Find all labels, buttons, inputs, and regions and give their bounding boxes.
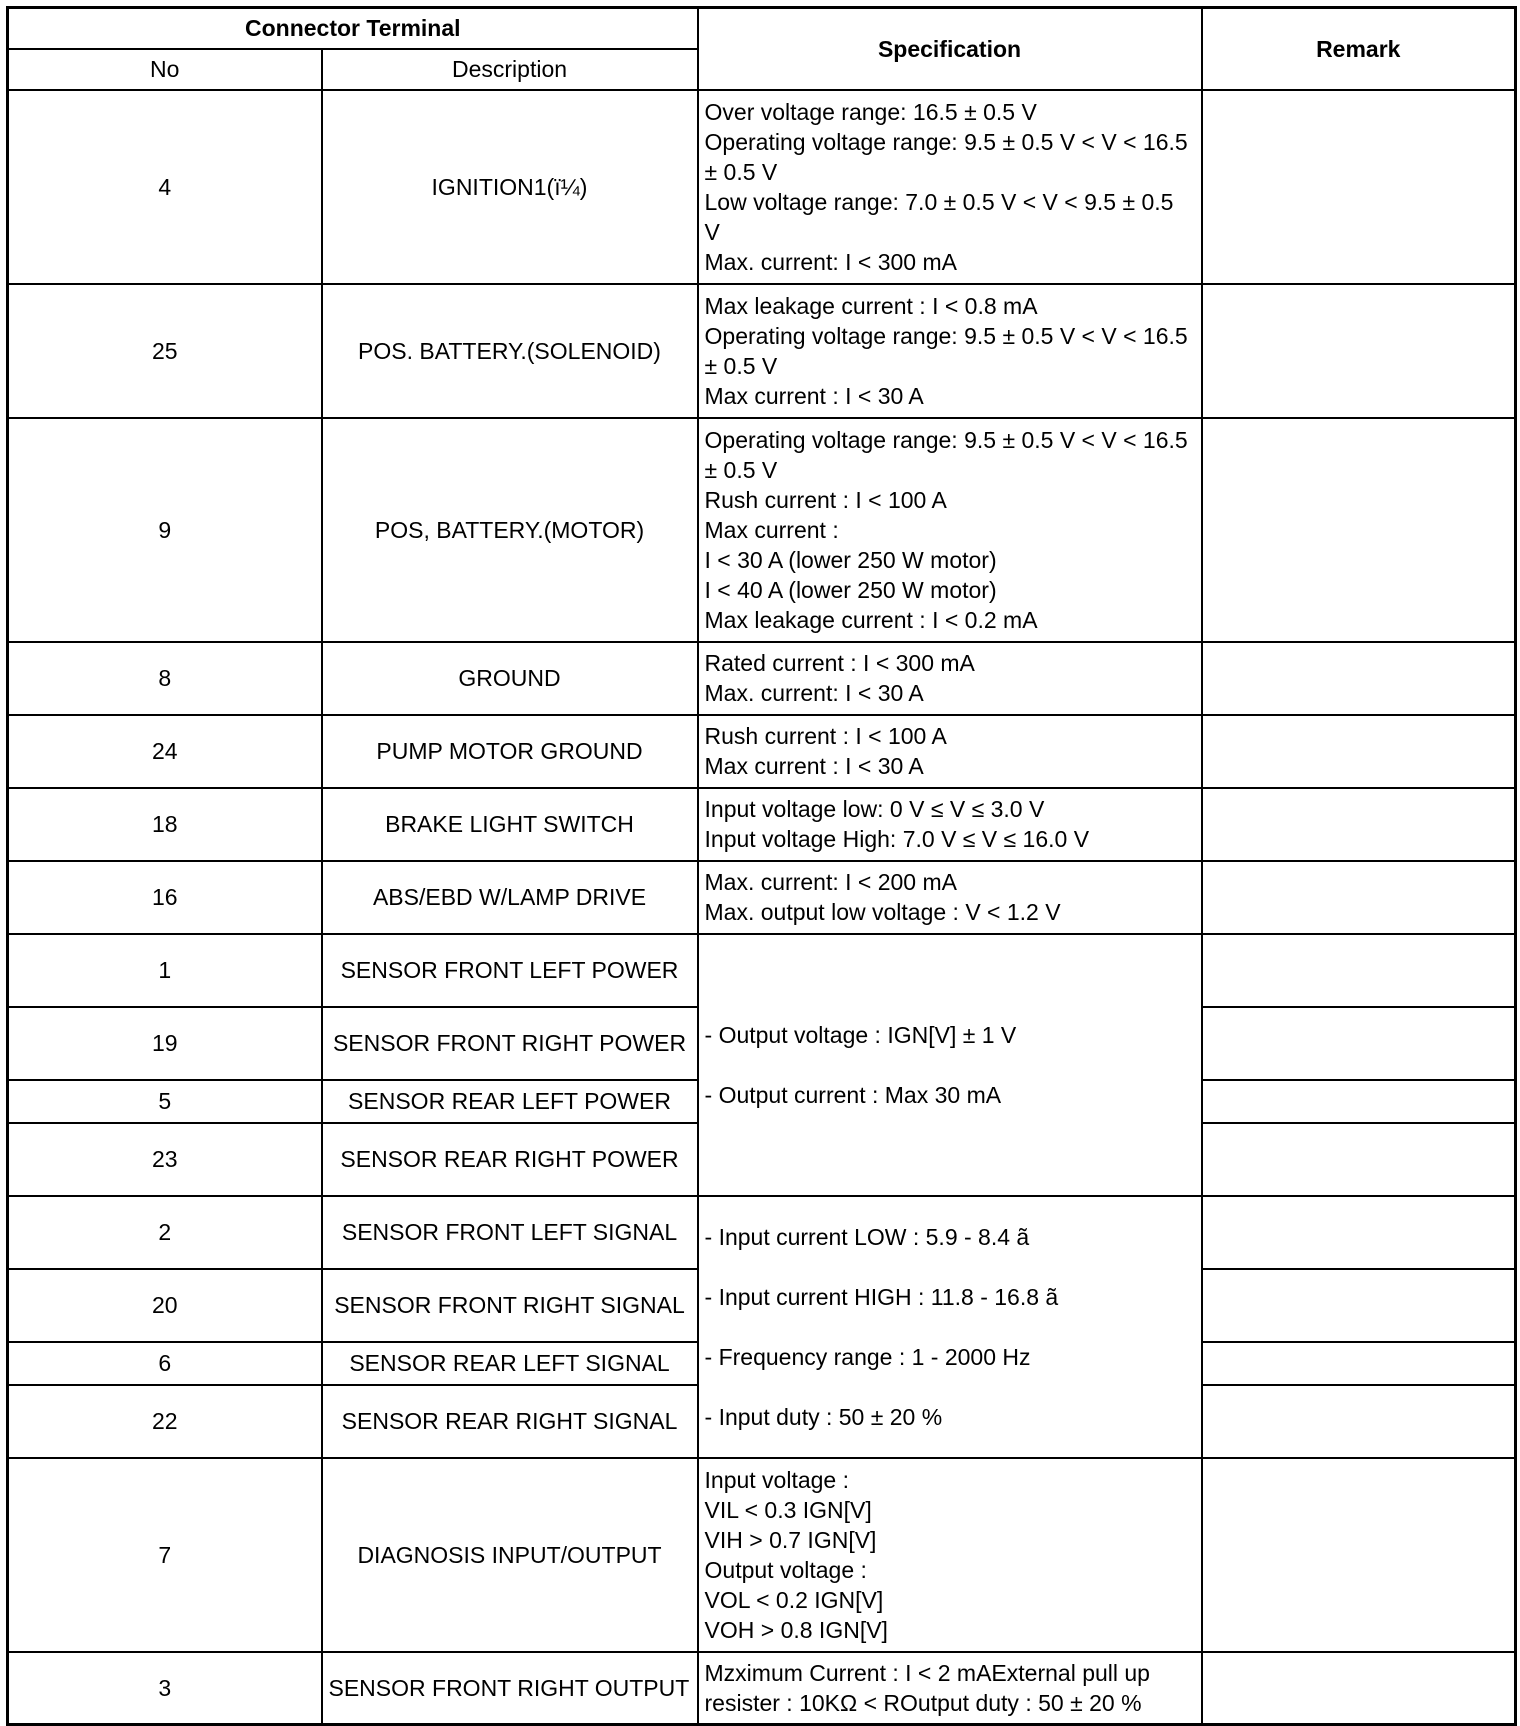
- table-row: [8, 90, 1516, 284]
- table-row: [8, 284, 1516, 418]
- table-row: [8, 1196, 1516, 1269]
- terminal-description: SENSOR FRONT LEFT SIGNAL: [322, 1196, 698, 1269]
- terminal-remark: [1202, 1652, 1516, 1725]
- terminal-remark: [1202, 788, 1516, 861]
- terminal-no: 3: [8, 1652, 322, 1725]
- connector-terminal-table: [6, 6, 1517, 1726]
- terminal-remark: [1202, 642, 1516, 715]
- terminal-description: SENSOR FRONT RIGHT POWER: [322, 1007, 698, 1080]
- table-row: [8, 715, 1516, 788]
- terminal-specification: Mzximum Current : I < 2 mAExternal pull up resister : 10KΩ < ROutput duty : 50 ± 20 %: [698, 1652, 1202, 1725]
- terminal-remark: [1202, 1458, 1516, 1652]
- terminal-no: 25: [8, 284, 322, 418]
- specification-header: Specification: [698, 8, 1202, 90]
- terminal-description: SENSOR REAR RIGHT SIGNAL: [322, 1385, 698, 1458]
- table-row: [8, 1652, 1516, 1725]
- table-row: [8, 788, 1516, 861]
- terminal-specification: Input voltage low: 0 V ≤ V ≤ 3.0 V Input voltage High: 7.0 V ≤ V ≤ 16.0 V: [698, 788, 1202, 861]
- sensor-power-specification: - Output voltage : IGN[V] ± 1 V - Output current : Max 30 mA: [698, 934, 1202, 1196]
- terminal-description: GROUND: [322, 642, 698, 715]
- terminal-remark: [1202, 1196, 1516, 1269]
- terminal-remark: [1202, 1007, 1516, 1080]
- terminal-remark: [1202, 1269, 1516, 1342]
- terminal-remark: [1202, 1080, 1516, 1123]
- terminal-description: IGNITION1(ï¼): [322, 90, 698, 284]
- terminal-no: 24: [8, 715, 322, 788]
- table-row: [8, 861, 1516, 934]
- terminal-remark: [1202, 1342, 1516, 1385]
- terminal-specification: Rated current : I < 300 mA Max. current: I < 30 A: [698, 642, 1202, 715]
- terminal-specification: Over voltage range: 16.5 ± 0.5 V Operating voltage range: 9.5 ± 0.5 V < V < 16.5 ± 0.5 V Low voltage range: 7.0 ± 0.5 V < V < 9.5 ± 0.5 V Max. current: I < 300 mA: [698, 90, 1202, 284]
- terminal-description: BRAKE LIGHT SWITCH: [322, 788, 698, 861]
- terminal-description: SENSOR FRONT LEFT POWER: [322, 934, 698, 1007]
- terminal-remark: [1202, 1385, 1516, 1458]
- terminal-remark: [1202, 934, 1516, 1007]
- terminal-description: SENSOR REAR LEFT POWER: [322, 1080, 698, 1123]
- terminal-remark: [1202, 715, 1516, 788]
- table-row: [8, 1458, 1516, 1652]
- terminal-specification: Operating voltage range: 9.5 ± 0.5 V < V < 16.5 ± 0.5 V Rush current : I < 100 A Max current : I < 30 A (lower 250 W motor) I < 40 A (lower 250 W motor) Max leakage current : I < 0.2 mA: [698, 418, 1202, 642]
- terminal-description: POS, BATTERY.(MOTOR): [322, 418, 698, 642]
- terminal-no: 6: [8, 1342, 322, 1385]
- terminal-remark: [1202, 284, 1516, 418]
- table-row: [8, 418, 1516, 642]
- sensor-signal-specification: - Input current LOW : 5.9 - 8.4 ã - Input current HIGH : 11.8 - 16.8 ã - Frequency range : 1 - 2000 Hz - Input duty : 50 ± 20 %: [698, 1196, 1202, 1458]
- terminal-specification: Input voltage : VIL < 0.3 IGN[V] VIH > 0.7 IGN[V] Output voltage : VOL < 0.2 IGN[V] VOH > 0.8 IGN[V]: [698, 1458, 1202, 1652]
- terminal-no: 1: [8, 934, 322, 1007]
- no-header: No: [8, 49, 322, 90]
- terminal-description: PUMP MOTOR GROUND: [322, 715, 698, 788]
- terminal-description: SENSOR FRONT RIGHT OUTPUT: [322, 1652, 698, 1725]
- terminal-no: 19: [8, 1007, 322, 1080]
- terminal-description: POS. BATTERY.(SOLENOID): [322, 284, 698, 418]
- terminal-remark: [1202, 418, 1516, 642]
- terminal-no: 5: [8, 1080, 322, 1123]
- terminal-no: 16: [8, 861, 322, 934]
- terminal-no: 23: [8, 1123, 322, 1196]
- terminal-description: SENSOR FRONT RIGHT SIGNAL: [322, 1269, 698, 1342]
- connector-terminal-header: Connector Terminal: [8, 8, 698, 49]
- table-row: [8, 642, 1516, 715]
- description-header: Description: [322, 49, 698, 90]
- terminal-no: 2: [8, 1196, 322, 1269]
- remark-header: Remark: [1202, 8, 1516, 90]
- terminal-no: 9: [8, 418, 322, 642]
- terminal-no: 20: [8, 1269, 322, 1342]
- terminal-remark: [1202, 1123, 1516, 1196]
- terminal-no: 22: [8, 1385, 322, 1458]
- terminal-specification: Max. current: I < 200 mA Max. output low voltage : V < 1.2 V: [698, 861, 1202, 934]
- terminal-specification: Rush current : I < 100 A Max current : I < 30 A: [698, 715, 1202, 788]
- terminal-description: SENSOR REAR RIGHT POWER: [322, 1123, 698, 1196]
- terminal-no: 8: [8, 642, 322, 715]
- terminal-no: 18: [8, 788, 322, 861]
- terminal-no: 7: [8, 1458, 322, 1652]
- terminal-description: DIAGNOSIS INPUT/OUTPUT: [322, 1458, 698, 1652]
- terminal-description: SENSOR REAR LEFT SIGNAL: [322, 1342, 698, 1385]
- terminal-remark: [1202, 90, 1516, 284]
- terminal-no: 4: [8, 90, 322, 284]
- terminal-specification: Max leakage current : I < 0.8 mA Operating voltage range: 9.5 ± 0.5 V < V < 16.5 ± 0.5 V Max current : I < 30 A: [698, 284, 1202, 418]
- terminal-description: ABS/EBD W/LAMP DRIVE: [322, 861, 698, 934]
- table-row: [8, 934, 1516, 1007]
- terminal-remark: [1202, 861, 1516, 934]
